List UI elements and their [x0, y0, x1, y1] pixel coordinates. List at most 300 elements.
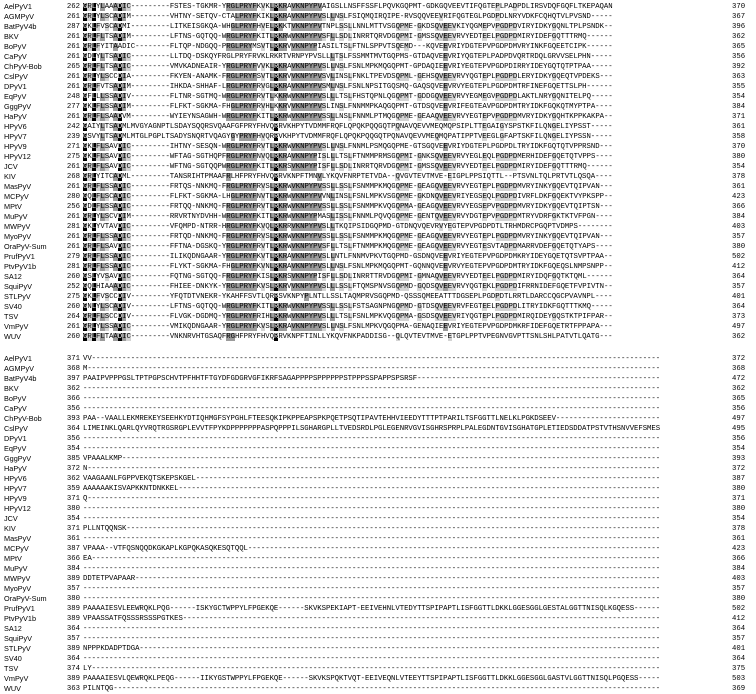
alignment-row: [0, 474, 756, 484]
sequence-name: EqPyV: [4, 92, 27, 101]
aligned-sequence: VAAGAANLFGPPVEKQTSKEPSKGEL-----------------------------------------------------------------------------------------------------------: [83, 475, 661, 483]
end-position: 384: [732, 213, 746, 221]
sequence-name: EqPyV: [4, 444, 27, 453]
aligned-sequence: EA-----------------------------------------------------------------------------------------------------------------------------------: [83, 555, 661, 563]
start-position: 393: [66, 415, 80, 423]
alignment-row: [0, 394, 756, 404]
start-position: 261: [66, 53, 80, 61]
aligned-sequence: -------------------------------------------------------------------------------------------------------------------------------------: [83, 405, 661, 413]
end-position: 423: [732, 193, 746, 201]
aligned-sequence: Q------------------------------------------------------------------------------------------------------------------------------------: [83, 495, 661, 503]
aligned-sequence: -------------------------------------------------------------------------------------------------------------------------------------: [83, 655, 661, 663]
aligned-sequence: GKLFLSAVDIC---------WFTAG-SGTHQPFRGLPRYFNVQLRKRAVKNPYPISLLLTSLFTNMMPRMSGQPMI-GNKSQVEEVRVYEGLEQLPGDPDMERHIDEFGQETQTVPPS----: [83, 153, 613, 161]
sequence-name: PrufPyV1: [4, 252, 35, 261]
start-position: 361: [66, 535, 80, 543]
alignment-row: [0, 82, 756, 92]
start-position: 265: [66, 63, 80, 71]
end-position: 364: [732, 625, 746, 633]
sequence-name: BatPyV4b: [4, 22, 37, 31]
sequence-name: AelPyV1: [4, 2, 32, 11]
sequence-name: MCPyV: [4, 192, 29, 201]
alignment-row: [0, 654, 756, 664]
alignment-row: [0, 92, 756, 102]
end-position: 357: [732, 233, 746, 241]
start-position: 389: [66, 615, 80, 623]
end-position: 403: [732, 223, 746, 231]
alignment-row: [0, 644, 756, 654]
end-position: 361: [732, 123, 746, 131]
start-position: 357: [66, 585, 80, 593]
start-position: 362: [66, 475, 80, 483]
alignment-row: [0, 132, 756, 142]
aligned-sequence: -------------------------------------------------------------------------------------------------------------------------------------: [83, 535, 661, 543]
sequence-name: CslPyV: [4, 72, 28, 81]
aligned-sequence: VPAAA--VTFQSNQQDKGKAPLKGPQKASQKESQTQQL-----------------------------------------------------------------------------------------------: [83, 545, 661, 553]
aligned-sequence: -------------------------------------------------------------------------------------------------------------------------------------: [83, 595, 661, 603]
aligned-sequence: GRLFLTAADIC---------VNKNRVHTGSAQFRGHFPRYFHVQRRVKNPFTINLLYKQVFNKPADDISG--QLQVTEVTMVE-ETGPLPPTVPEGNVGVPTTSNLSHLPATVTLQATG---: [83, 333, 613, 341]
alignment-row: [0, 212, 756, 222]
aligned-sequence: GRLFLSSADIC---------FRTQD-NNKMQ-FRGLPRYFRVSLRKRWVKNPYPVSSLLSSLFSNMMPKMQGQPME-GEAGQVEEVRVYEGTEPLPGDPDMVRYINKYGQEVTQIPVAN---: [83, 233, 613, 241]
sequence-name: MPtV: [4, 202, 22, 211]
alignment-row: [0, 504, 756, 514]
end-position: 372: [732, 355, 746, 363]
aligned-sequence: GFLLLSSADIV---------FLTNR-SGTMQ-WRGLPRYFRVTLKKRWVKNPYPVSLLLTSLFHSTQPNLQGQPMT-GDDGQVEEVRVYEGMEGVPGDPDLAKTLNRYGQNITELPQ-----: [83, 93, 613, 101]
alignment-row: [0, 684, 756, 694]
start-position: 275: [66, 153, 80, 161]
start-position: 366: [66, 555, 80, 563]
end-position: 373: [732, 313, 746, 321]
start-position: 281: [66, 223, 80, 231]
alignment-row: [0, 262, 756, 272]
alignment-row: [0, 292, 756, 302]
sequence-name: MyoPyV: [4, 584, 32, 593]
alignment-row: [0, 42, 756, 52]
aligned-sequence: VPAASSATFQSSSRSSSPGTKES--------------------------------------------------------------------------------------------------------------: [83, 615, 661, 623]
aligned-sequence: GKLFVSCCDIV---------YFQTDTVNEKR-YKAHFFSVTLQRRSVKNPYPLNTLLSSLTAQMPRVSGQPMD-QSSSQMEEATTTDGSEPLPGDPDTLRRTLDARCCQGCPVAVNPL----: [83, 293, 613, 301]
sequence-name: HaPyV: [4, 464, 27, 473]
start-position: 371: [66, 525, 80, 533]
alignment-row: [0, 72, 756, 82]
alignment-row: [0, 332, 756, 342]
alignment-row: [0, 142, 756, 152]
end-position: 412: [732, 263, 746, 271]
alignment-row: [0, 312, 756, 322]
aligned-sequence: GRLYITCADML---------TANSRIHTPMAAFRLHFPRYFHVQRRVKNPFTMNVLYKQVFNRPTETVDA--QVGVTEVTMVE-EIGPLPPSIQTTL--PTSVNLTQLPRTVTLQSQA----: [83, 173, 613, 181]
sequence-name: TSV: [4, 664, 19, 673]
end-position: 375: [732, 665, 746, 673]
start-position: 281: [66, 263, 80, 271]
end-position: 366: [732, 203, 746, 211]
end-position: 354: [732, 445, 746, 453]
end-position: 362: [732, 333, 746, 341]
end-position: 423: [732, 545, 746, 553]
aligned-sequence: GSVYLTSADMLMTGLPGPLTSADYSNQRTVQAGYGYPRYFHVQRRVKHPYTVDMMFRQFLQPQKPQQGQTPQNAVQEVVMEQMQPATIPPTVEEGLGFAPTSKFILQNGELIYPSSN-----: [83, 133, 613, 141]
start-position: 264: [66, 313, 80, 321]
sequence-name: AGMPyV: [4, 364, 35, 373]
start-position: 356: [66, 405, 80, 413]
alignment-row: [0, 2, 756, 12]
start-position: 252: [66, 283, 80, 291]
end-position: 378: [732, 173, 746, 181]
end-position: 358: [732, 133, 746, 141]
end-position: 371: [732, 495, 746, 503]
sequence-name: BKV: [4, 384, 19, 393]
sequence-name: KIV: [4, 172, 16, 181]
end-position: 364: [732, 273, 746, 281]
start-position: 275: [66, 293, 80, 301]
start-position: 261: [66, 243, 80, 251]
sequence-name: GggPyV: [4, 454, 32, 463]
alignment-block-1: [0, 2, 756, 342]
end-position: 497: [732, 323, 746, 331]
aligned-sequence: GRLYLSCVDIM---------RRVRTNYDVHH-WRGLPRYFKITLRKRWVKNPYPMASLISSLFNNMLPQVQGQPME-GENTQVEEVRVYDGTEPVPGDPDMTRYVDRFGKTKTVFPGN----: [83, 213, 613, 221]
end-position: 401: [732, 293, 746, 301]
start-position: 354: [66, 515, 80, 523]
aligned-sequence: GRLYLSCADIM---------VHTNY-SETQV-CTALPRYFKIKLRKRAVKNPYPVSLLNSLFSIQMQIRQIPE-RVSQQVEEVRIFQGTEGLPGDPDLNRYVDKFCQHQTVLPVSND-----: [83, 13, 613, 21]
start-position: 372: [66, 465, 80, 473]
aligned-sequence: GRLFVTSADIM---------IHKDA-SHHAF-LRGLPRYFRVGLRKRAVKNPYPVSMLNSLFSNLNPSITGQSMQ-GAQSQVEEVRVYEGTEPLPGDPDMTRFINEFGQETTSLPH------: [83, 83, 613, 91]
alignment-row: [0, 514, 756, 524]
sequence-name: KIV: [4, 524, 16, 533]
alignment-row: [0, 554, 756, 564]
sequence-name: OraPyV-Sum: [4, 594, 47, 603]
sequence-name: DPyV1: [4, 82, 27, 91]
aligned-sequence: LIMEINKLQARLQYVRQTRGSRGPLEVVTFPYKDPPPPPPPASPQPPPILSGHARGPLLTVEDSRDLPGLEGENRVGVISGHRSPRPLPALEGDNTGVISGHATGPLETIEDSDDATPSTVTHSNVVEFSMES: [83, 425, 661, 433]
start-position: 354: [66, 445, 80, 453]
end-position: 380: [732, 505, 746, 513]
end-position: 384: [732, 103, 746, 111]
aligned-sequence: GDLYLTSADIC---------LLTDQ-DSKQYFRGLPRYFRVKLRKRTVRNPYPVSLLLTSLFSSMMTMVTGQPMS-GTDAQVEEVRIYQGTEPLPADPDVQRTRDQLGRVVSELPHN-----: [83, 53, 613, 61]
sequence-name: HPyV12: [4, 504, 31, 513]
start-position: 261: [66, 83, 80, 91]
start-position: 356: [66, 435, 80, 443]
sequence-name: ChPyV-Bob: [4, 414, 42, 423]
end-position: 378: [732, 525, 746, 533]
alignment-row: [0, 152, 756, 162]
end-position: 503: [732, 675, 746, 683]
sequence-name: WUV: [4, 332, 22, 341]
sequence-name: SV40: [4, 302, 22, 311]
start-position: 261: [66, 33, 80, 41]
end-position: 361: [732, 535, 746, 543]
start-position: 279: [66, 253, 80, 261]
aligned-sequence: -------------------------------------------------------------------------------------------------------------------------------------: [83, 435, 661, 443]
sequence-name: DPyV1: [4, 434, 27, 443]
end-position: 412: [732, 615, 746, 623]
start-position: 374: [66, 665, 80, 673]
sequence-name: BoPyV: [4, 42, 27, 51]
start-position: 261: [66, 73, 80, 81]
start-position: 239: [66, 133, 80, 141]
alignment-row: [0, 202, 756, 212]
end-position: 357: [732, 283, 746, 291]
end-position: 401: [732, 645, 746, 653]
aligned-sequence: -------------------------------------------------------------------------------------------------------------------------------------: [83, 565, 661, 573]
start-position: 366: [66, 395, 80, 403]
aligned-sequence: PILNTQG------------------------------------------------------------------------------------------------------------------------------: [83, 685, 661, 693]
sequence-name: AGMPyV: [4, 12, 35, 21]
aligned-sequence: PAAAAIESVLQEWRQKLPEQG------IIKYGSTWPPYLFPGEKQE------SKVKSPQKTVQT-EEIVEQNLVTEEYTTSPIPAPTLISFGGTTLDKKLGGESGGLGASTVLGGTTNISQLPGQESS-----: [83, 675, 661, 683]
aligned-sequence: -------------------------------------------------------------------------------------------------------------------------------------: [83, 385, 661, 393]
alignment-row: [0, 32, 756, 42]
alignment-row: [0, 464, 756, 474]
sequence-name: WUV: [4, 684, 22, 693]
alignment-row: [0, 62, 756, 72]
aligned-sequence: -------------------------------------------------------------------------------------------------------------------------------------: [83, 395, 661, 403]
aligned-sequence: GAIYLTSADMLMVGYAGNPTLSDAYSQQRSVQAAFGFPRYFHVQRRVKHPYTVDMMFRQFLQPQKPQQGQTPQNAVQEVVMEQMQPSIPLTTEGAIGYSPSTKFILQNGELIYPSST-----: [83, 123, 613, 131]
aligned-sequence: GKLFLSSADIM---------FLFKT-SGKMA-FHGLPRYFRVHLKKRVVKNPYPVSLINSLFNNMMPKAQGQPMT-GTDSQVEEVRIFEGTEAVPGDPDMTRYIDKFGQKQTMYPTPA----: [83, 103, 613, 111]
start-position: 357: [66, 635, 80, 643]
alignment-row: [0, 322, 756, 332]
end-position: 354: [732, 515, 746, 523]
sequence-name: OraPyV-Sum: [4, 242, 47, 251]
aligned-sequence: GKLFLSAVDIC---------IHTNY-SESQN-WRGLPRYFRVTLRKRWVKNPYPVSLLNSLFNNMLPSMQGQPME-GTSGQVEEVRIYDGTEPLPGDPDLTRYIDKFGQTQTVPPRSND---: [83, 143, 613, 151]
aligned-sequence: -------------------------------------------------------------------------------------------------------------------------------------: [83, 585, 661, 593]
sequence-name: PtvPyV1b: [4, 614, 37, 623]
end-position: 363: [732, 73, 746, 81]
alignment-row: [0, 364, 756, 374]
end-position: 365: [732, 43, 746, 51]
start-position: 389: [66, 675, 80, 683]
aligned-sequence: GRLFLSAADVM---------WYIEYNSAGWH-WRGLPRYFKITLRKRWVKNPYPVSSLLNSLFNNMLPTMQGQPME-GEAAQVEEVRVYEGTEPVPGDPDMVRYIDKYGQHTKPPKAKPA--: [83, 113, 613, 121]
aligned-sequence: GRLYLAAADIC---------FSTES-TGKMR-YRGLPRYFKVKLRKRAVKNPYPVAIGSLLNSFFSSFLPQVKGQPMT-GDKGQVEEVTIFQGTEPLPADPDLIRSVDQFGQFLTKEPAQAN: [83, 3, 613, 11]
end-position: 387: [732, 475, 746, 483]
start-position: 364: [66, 655, 80, 663]
end-position: 380: [732, 153, 746, 161]
aligned-sequence: PAAAAIESVLEEWRQKLPQG------ISKYGCTWPPYLFPGEKQE------SKVKSPEKIAPT-EEIVEHNLVTEDYTTSPIPAPTLISFGGTTLDKKLGGESGGLGESTALGGTTNISQLKGQESS------: [83, 605, 661, 613]
sequence-name: ChPyV-Bob: [4, 62, 42, 71]
end-position: 356: [732, 405, 746, 413]
start-position: 261: [66, 13, 80, 21]
alignment-row: [0, 272, 756, 282]
alignment-row: [0, 374, 756, 384]
sequence-name: MCPyV: [4, 544, 29, 553]
end-position: 392: [732, 63, 746, 71]
alignment-row: [0, 434, 756, 444]
sequence-name: JCV: [4, 514, 18, 523]
aligned-sequence: GKLYVTAVDIC---------VFQMPD-NTRR-HRGLPRYFKVQLRKRRVKNPYPVSLLTKQIPSIDGQPMD-GTDNQVQEVRVYEGTEPVPGDPDTLTRHMDRCPGQPTVDMPS--------: [83, 223, 613, 231]
sequence-name: HPyV9: [4, 142, 27, 151]
start-position: 248: [66, 93, 80, 101]
end-position: 368: [732, 365, 746, 373]
start-position: 384: [66, 565, 80, 573]
alignment-row: [0, 444, 756, 454]
sequence-name: MuPyV: [4, 564, 28, 573]
start-position: 268: [66, 173, 80, 181]
aligned-sequence: -------------------------------------------------------------------------------------------------------------------------------------: [83, 625, 661, 633]
end-position: 361: [732, 183, 746, 191]
start-position: 271: [66, 143, 80, 151]
alignment-row: [0, 182, 756, 192]
end-position: 371: [732, 113, 746, 121]
start-position: 260: [66, 333, 80, 341]
aligned-sequence: GRLFLSSADIC---------FRTQS-NNKMQ-FRGLPRYFRVSLRKRWVKNPYPVSSLLSSLFSNMMPKMQGQPME-GEAGQVEEVRVYEGTEPLPGDPDMVRYINKYGQEVTQIPVAN---: [83, 183, 613, 191]
end-position: 355: [732, 83, 746, 91]
sequence-name: SquiPyV: [4, 634, 32, 643]
end-position: 364: [732, 655, 746, 663]
start-position: 242: [66, 123, 80, 131]
aligned-sequence: GRLFLTSADIM---------LFTNS-GQTQQ-WRGLPRYFKITLRKRWVKNPYPVSFLLSDLINRRTQRVDGQPMI-GMSSQVEEVRVYEDTEELPGDPDMIRYIDEFGQTTTRMQ------: [83, 33, 613, 41]
alignment-row: [0, 112, 756, 122]
end-position: 370: [732, 3, 746, 11]
start-position: 277: [66, 103, 80, 111]
alignment-row: [0, 242, 756, 252]
alignment-row: [0, 12, 756, 22]
start-position: 389: [66, 605, 80, 613]
end-position: 502: [732, 605, 746, 613]
sequence-name: MWPyV: [4, 574, 31, 583]
aligned-sequence: PAA--VAALLEKMREKEYSEEHKYDTIQHMGFSYPGHLFTEESQKIPKPPEAPSPKPQETPSQTIPAVTEHHVIEEDYTTTPTPARILTSFGGTTLNELKLPGKDSEEV------------------------: [83, 415, 661, 423]
end-position: 364: [732, 303, 746, 311]
aligned-sequence: GRLFLTSADIC---------VMVKADNEAIR-YRGLPRYFVVKLRKRAVKNPYPVSLLNSLFSNLMPKMQGQPMT-GPDAQIEEVRIYEGTEPVPGDPDIRRYIDEYGQTQTPTPAA-----: [83, 63, 613, 71]
aligned-sequence: GRLYLSCCDIA---------FKYEN-ANAMK-FRGLPRYFSVTLRKRVVKNPYPVSVLINSLFNKLTPEVDSQPML-GEHSQVEEVRVYQGTEPLPGDPDLERYIDKYGQEQTVPDEKS---: [83, 73, 613, 81]
sequence-name: BatPyV4b: [4, 374, 37, 383]
end-position: 403: [732, 575, 746, 583]
start-position: 256: [66, 203, 80, 211]
start-position: 387: [66, 545, 80, 553]
start-position: 368: [66, 365, 80, 373]
alignment-row: [0, 584, 756, 594]
end-position: 495: [732, 425, 746, 433]
alignment-row: [0, 594, 756, 604]
end-position: 502: [732, 253, 746, 261]
start-position: 371: [66, 355, 80, 363]
end-position: 367: [732, 13, 746, 21]
end-position: 356: [732, 53, 746, 61]
start-position: 363: [66, 685, 80, 693]
alignment-row: [0, 122, 756, 132]
aligned-sequence: GDLFLSSADIC---------FRTQQ-NNKMQ-FRGLPRYFRVTLRKRWVKNPYPVSSLLSSLFSNMMPKVQGQPMA-GEAGQVEEVRVYEGSEPVPGDPDMVRYIDKYGQEVTQIPTSN---: [83, 203, 613, 211]
start-position: 260: [66, 303, 80, 311]
aligned-sequence: PAAIPVPPPGSLTPTPGPSCHVTPFHHTFTGYDFGDGRVGFIKRFSAGAPPPPSPPPPPPSTPPPSSPAPPSPSRSF--------------------------------------------------------: [83, 375, 661, 383]
aligned-sequence: GQLHIAAADIC---------FHIEE-DNKYK-YRGLPRYFKVSLRKRVVKNPYPVSLLLSSLFTQMSPNVSGQPMD-GQDSQVEEVRVYQGTEKLPGDPDIFRRNIDEFGQETFVPIVTN--: [83, 283, 613, 291]
aligned-sequence: GRLFLSAVDIC---------WFTNG-SGTQQPWRGLPRYFKITLRKRSVKNPYPISFLLSDLINRRTQRVDGQPMI-GMSSQVEEVRVYEDTEELPGDPDMIRYIDEFGQTTTRMQ------: [83, 163, 613, 171]
alignment-row: [0, 172, 756, 182]
aligned-sequence: N------------------------------------------------------------------------------------------------------------------------------------: [83, 465, 661, 473]
end-position: 365: [732, 395, 746, 403]
end-position: 354: [732, 93, 746, 101]
end-position: 380: [732, 485, 746, 493]
start-position: 397: [66, 375, 80, 383]
start-position: 261: [66, 183, 80, 191]
alignment-row: [0, 222, 756, 232]
alignment-row: [0, 494, 756, 504]
sequence-name: MuPyV: [4, 212, 28, 221]
sequence-name: MPtV: [4, 554, 22, 563]
aligned-sequence: VV-----------------------------------------------------------------------------------------------------------------------------------: [83, 355, 661, 363]
start-position: 261: [66, 163, 80, 171]
start-position: 287: [66, 23, 80, 31]
sequence-name: HaPyV: [4, 112, 27, 121]
alignment-block-2: [0, 354, 756, 694]
start-position: 261: [66, 43, 80, 51]
alignment-row: [0, 454, 756, 464]
alignment-row: [0, 354, 756, 364]
start-position: 380: [66, 595, 80, 603]
aligned-sequence: -------------------------------------------------------------------------------------------------------------------------------------: [83, 445, 661, 453]
end-position: 472: [732, 375, 746, 383]
sequence-name: HPyV9: [4, 494, 27, 503]
end-position: 384: [732, 565, 746, 573]
end-position: 380: [732, 243, 746, 251]
sequence-name: HPyV7: [4, 132, 27, 141]
aligned-sequence: GRLFLSAVDIC---------FFTNA-DGSKQ-YRGLPRYFRVTLRKRWVKNPYPVSFLLTSLFTNMMPKMQGQPME-GEAGQVEEVRVYEGTESVTADPDMARRVDEFGQETQTYAPS----: [83, 243, 613, 251]
alignment-row: [0, 524, 756, 534]
alignment-row: [0, 574, 756, 584]
aligned-sequence: GQLFLSCADIC---------FLFKT-SGKMA-LHGLPRYFNVTLRKRWVKNPYPVVNLINSLFSNLMPKVSGQPME-GKDNQVEEVRIYEGSEQLPGDPDIVRFLDKFGQEKTVYPKSPP--: [83, 193, 613, 201]
aligned-sequence: NPPPKDADPTDGA------------------------------------------------------------------------------------------------------------------------: [83, 645, 661, 653]
alignment-row: [0, 162, 756, 172]
sequence-name: TSV: [4, 312, 19, 321]
alignment-row: [0, 664, 756, 674]
end-position: 362: [732, 33, 746, 41]
end-position: 393: [732, 455, 746, 463]
sequence-name: CslPyV: [4, 424, 28, 433]
sequence-name: MasPyV: [4, 534, 32, 543]
start-position: 362: [66, 385, 80, 393]
aligned-sequence: GRLFLSSADIC---------ILIKQDNGAAR-YRGLPRYFKVTLRKRAVKNPYPVSLLNTLFNNMVPKVTGQPMD-GSDNQVEEVRIYEGTEPVPGDPDMKRYIDEYGQETQTSVPTPAA--: [83, 253, 613, 261]
alignment-row: [0, 282, 756, 292]
sequence-name: STLPyV: [4, 292, 31, 301]
start-position: 261: [66, 233, 80, 241]
start-position: 389: [66, 645, 80, 653]
alignment-row: [0, 674, 756, 684]
aligned-sequence: GKLFVSCADMI---------LITKEISGKQA-WHGLPRYFHVELRKKTVKNPYPVTNPLSSLLNNLMTTVSGQPME-GKDSQVEEVKIYQGMEPVPGDPDVIRYIDKYGQNLTPLPSNDK--: [83, 23, 613, 31]
start-position: 280: [66, 193, 80, 201]
alignment-row: [0, 634, 756, 644]
alignment-row: [0, 564, 756, 574]
alignment-row: [0, 192, 756, 202]
start-position: 371: [66, 495, 80, 503]
end-position: 380: [732, 595, 746, 603]
sequence-name: BKV: [4, 32, 19, 41]
alignment-row: [0, 404, 756, 414]
end-position: 396: [732, 23, 746, 31]
start-position: 261: [66, 113, 80, 121]
aligned-sequence: PLLNTQQNSK---------------------------------------------------------------------------------------------------------------------------: [83, 525, 661, 533]
sequence-name: HPyV7: [4, 484, 27, 493]
alignment-row: [0, 624, 756, 634]
end-position: 357: [732, 635, 746, 643]
end-position: 362: [732, 385, 746, 393]
sequence-name: HPyV12: [4, 152, 31, 161]
aligned-sequence: DDTETPVAPAAR-------------------------------------------------------------------------------------------------------------------------: [83, 575, 661, 583]
sequence-name: VmPyV: [4, 674, 29, 683]
sequence-name: GggPyV: [4, 102, 32, 111]
sequence-name: SquiPyV: [4, 282, 32, 291]
alignment-row: [0, 252, 756, 262]
sequence-name: MyoPyV: [4, 232, 32, 241]
aligned-sequence: VPAAALKMP----------------------------------------------------------------------------------------------------------------------------: [83, 455, 661, 463]
aligned-sequence: GRLFYITAADIC--------FLTQP-NDGQQ-PRGLPRYMSVTLRKRVVKNPYPIASILTSLFTNLSPPVTSQEMD---KQVEEVRIYDGTEPVPGDPDMVRYINKFGQEETCIPK------: [83, 43, 613, 51]
alignment-row: [0, 102, 756, 112]
aligned-sequence: GRLYLSSADIC---------VMIKQDNGAAR-YRGLPRYFKVSLRKRAVKNPYPVSLLNSLFSNLMPKVQGQPMA-GENAQIEEVRIYEGTEPVPGDPDMKRFIDEFGQETRTFPPAPA---: [83, 323, 613, 331]
start-position: 364: [66, 625, 80, 633]
alignment-row: [0, 544, 756, 554]
sequence-name: PtvPyV1b: [4, 262, 37, 271]
sequence-name: BoPyV: [4, 394, 27, 403]
aligned-sequence: -------------------------------------------------------------------------------------------------------------------------------------: [83, 515, 661, 523]
sequence-name: HPyV6: [4, 122, 27, 131]
start-position: 385: [66, 455, 80, 463]
end-position: 357: [732, 585, 746, 593]
end-position: 372: [732, 465, 746, 473]
end-position: 356: [732, 435, 746, 443]
end-position: 370: [732, 143, 746, 151]
aligned-sequence: M------------------------------------------------------------------------------------------------------------------------------------: [83, 365, 661, 373]
alignment-row: [0, 614, 756, 624]
end-position: 366: [732, 555, 746, 563]
